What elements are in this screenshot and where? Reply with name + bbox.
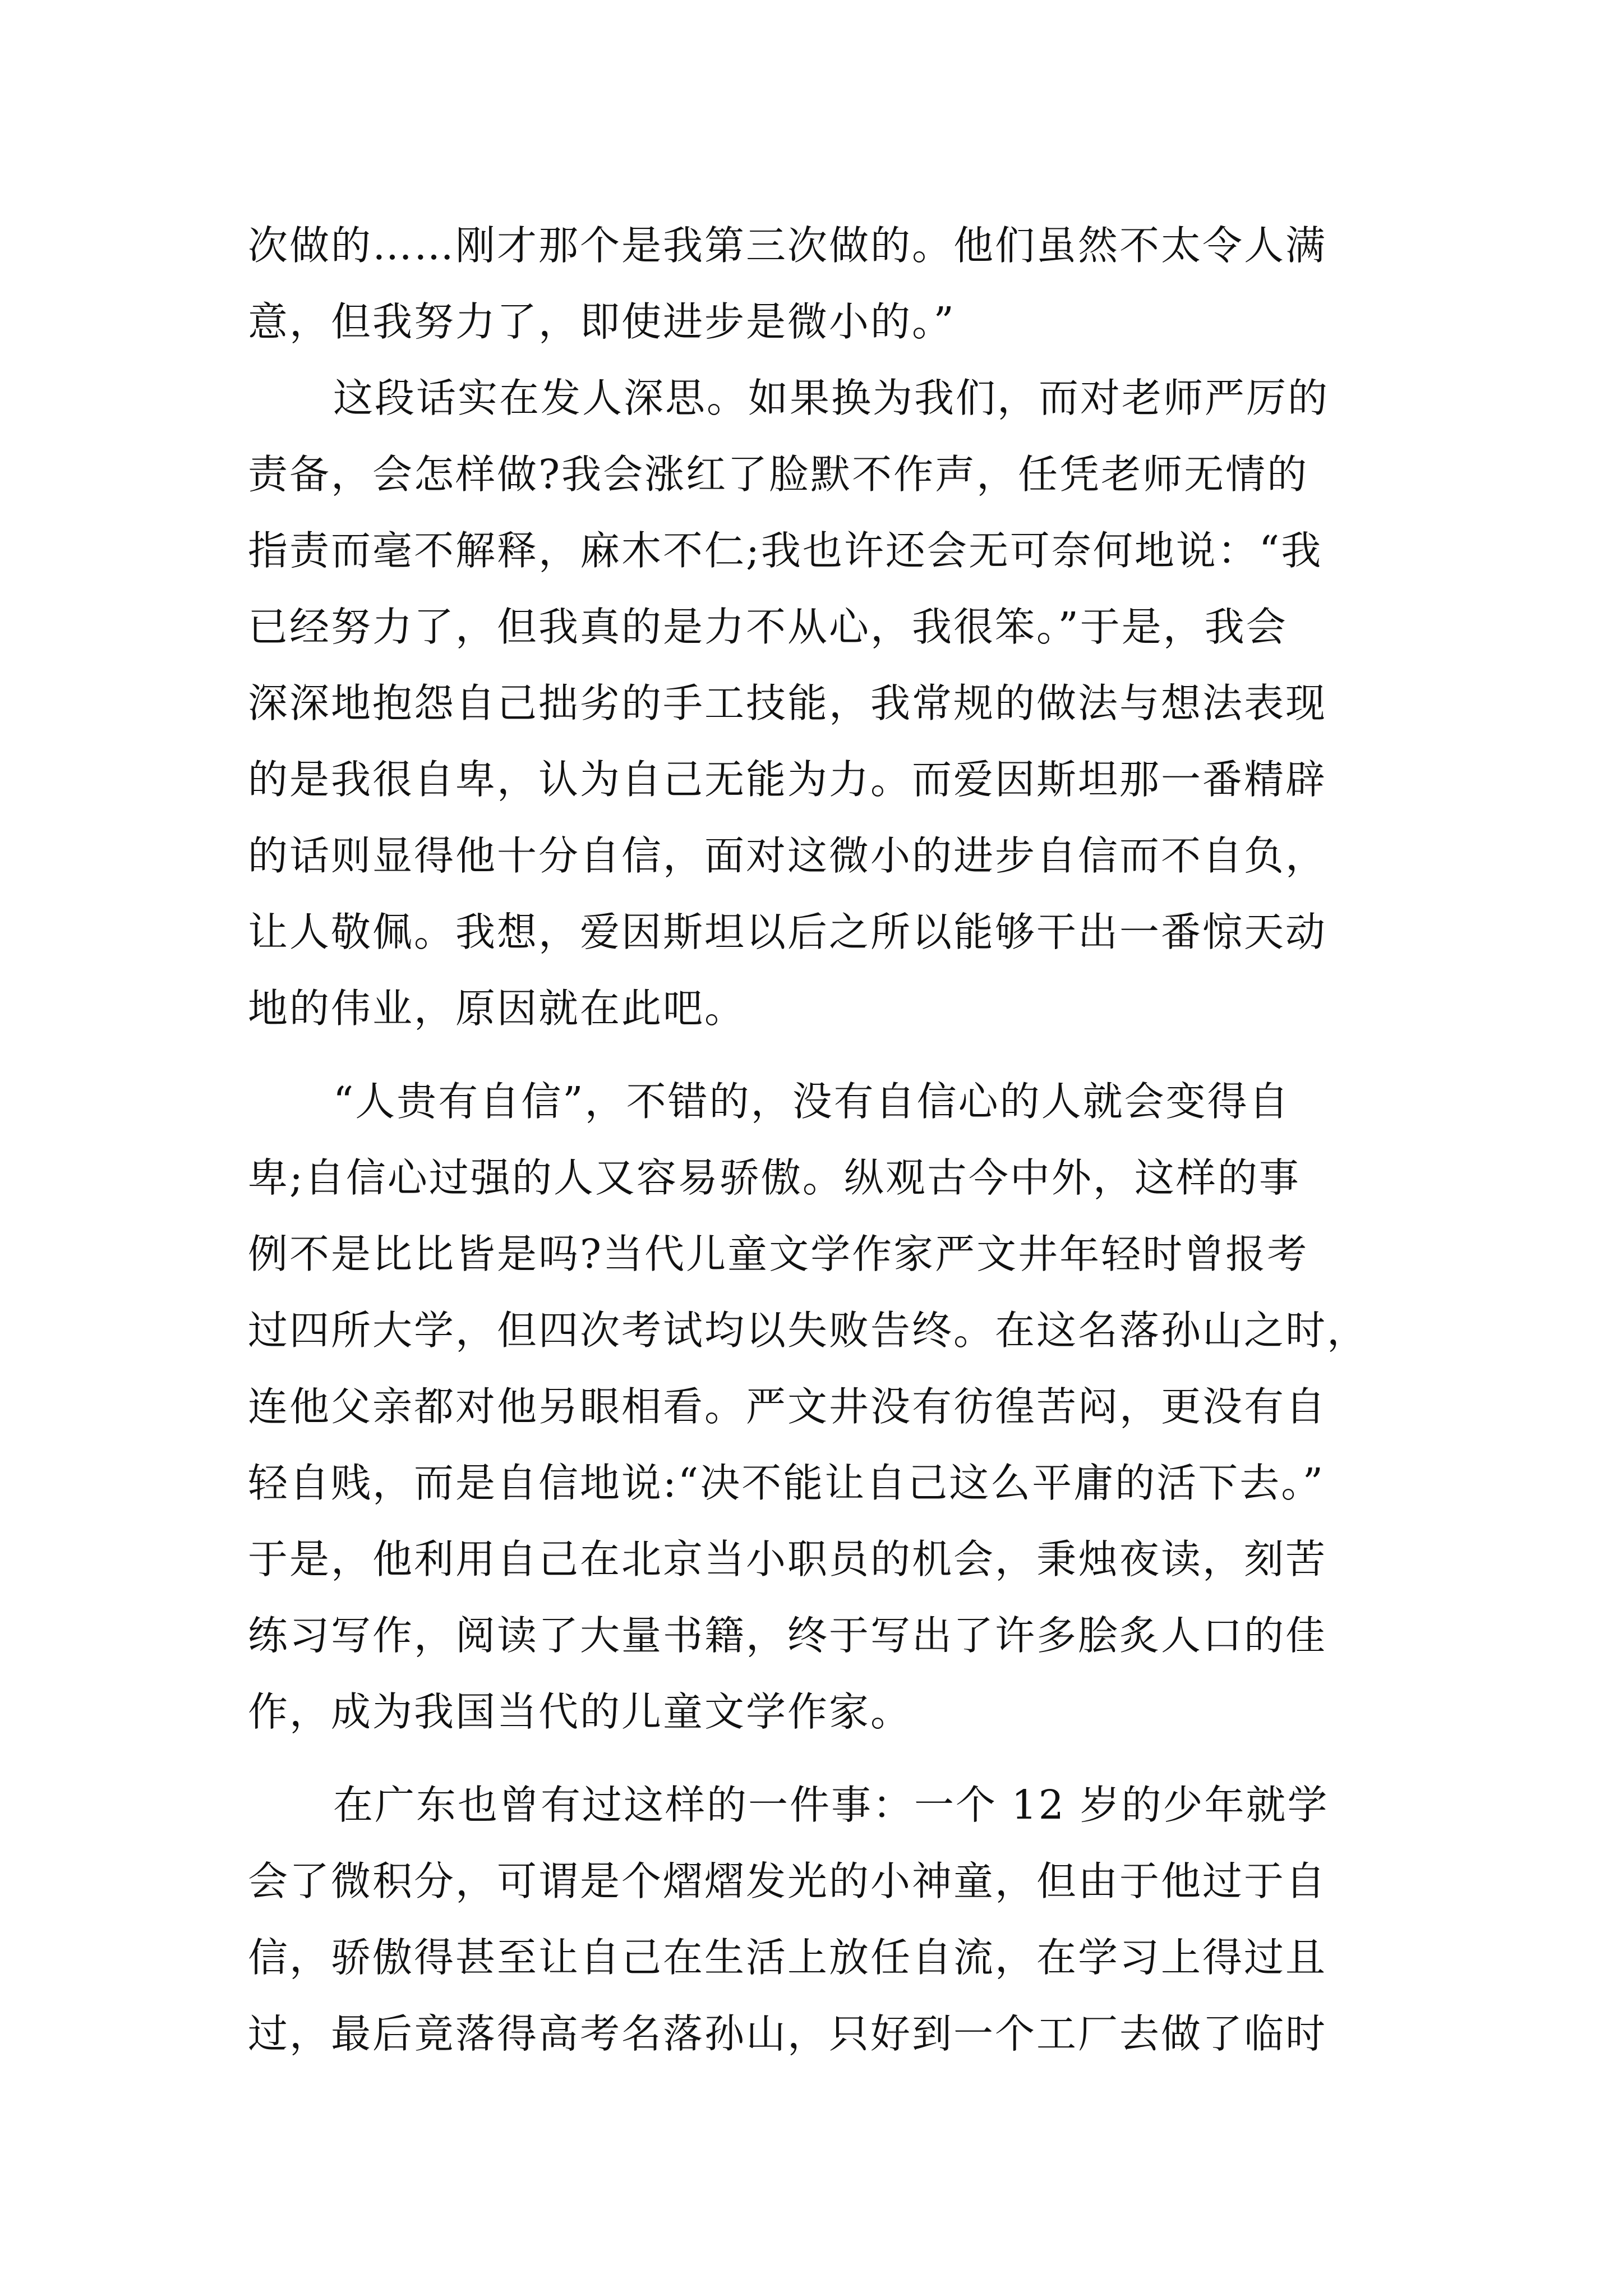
paragraph-start-line: 这段话实在发人深思。如果换为我们，而对老师严厉的 — [333, 375, 1330, 421]
text-line: 让人敬佩。我想，爱因斯坦以后之所以能够干出一番惊天动 — [248, 909, 1327, 955]
text-line: 意，但我努力了，即使进步是微小的。” — [248, 298, 956, 345]
text-line: 次做的……刚才那个是我第三次做的。他们虽然不太令人满 — [248, 222, 1327, 269]
text-line: 会了微积分，可谓是个熠熠发光的小神童，但由于他过于自 — [248, 1858, 1327, 1904]
text-line: 指责而毫不解释，麻木不仁;我也许还会无可奈何地说：“我 — [248, 527, 1323, 574]
document-body — [248, 213, 1375, 2078]
text-line: 过四所大学，但四次考试均以失败告终。在这名落孙山之时， — [248, 1307, 1369, 1354]
text-line: 作，成为我国当代的儿童文学作家。 — [248, 1688, 912, 1735]
text-line: 已经努力了，但我真的是力不从心，我很笨。”于是，我会 — [248, 604, 1288, 650]
text-line: 地的伟业，原因就在此吧。 — [248, 985, 746, 1032]
text-line: 的是我很自卑，认为自己无能为力。而爱因斯坦那一番精辟 — [248, 756, 1327, 803]
text-line: 过，最后竟落得高考名落孙山，只好到一个工厂去做了临时 — [248, 2010, 1327, 2057]
text-line: 深深地抱怨自己拙劣的手工技能，我常规的做法与想法表现 — [248, 680, 1327, 726]
paragraph-start-line: 在广东也曾有过这样的一件事：一个 12 岁的少年就学 — [333, 1782, 1329, 1828]
text-line: 于是，他利用自己在北京当小职员的机会，秉烛夜读，刻苦 — [248, 1536, 1327, 1582]
text-line: 练习写作，阅读了大量书籍，终于写出了许多脍炙人口的佳 — [248, 1612, 1327, 1659]
text-line: 卑;自信心过强的人又容易骄傲。纵观古今中外，这样的事 — [248, 1154, 1301, 1201]
text-line: 责备，会怎样做?我会涨红了脸默不作声，任凭老师无情的 — [248, 451, 1309, 498]
text-line: 信，骄傲得甚至让自己在生活上放任自流，在学习上得过且 — [248, 1934, 1327, 1981]
text-line: 轻自贱，而是自信地说:“决不能让自己这么平庸的活下去。” — [248, 1460, 1325, 1506]
text-line: 连他父亲都对他另眼相看。严文井没有彷徨苦闷，更没有自 — [248, 1383, 1327, 1430]
text-line: 例不是比比皆是吗?当代儿童文学作家严文井年轻时曾报考 — [248, 1231, 1309, 1277]
text-line: 的话则显得他十分自信，面对这微小的进步自信而不自负， — [248, 832, 1327, 879]
paragraph-start-line: “人贵有自信”，不错的，没有自信心的人就会变得自 — [333, 1078, 1290, 1125]
